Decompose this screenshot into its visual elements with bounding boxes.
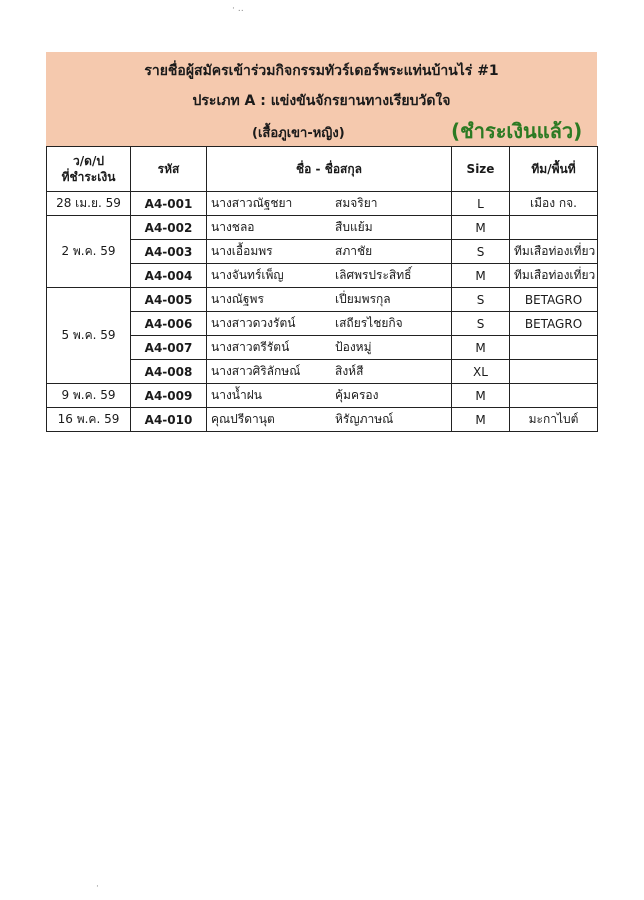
column-header-size: Size <box>452 147 510 192</box>
name-cell <box>207 240 452 264</box>
name-cell <box>207 216 452 240</box>
table-row <box>47 216 598 240</box>
registrant-table <box>46 146 598 432</box>
first-name: นางน้ำฝน <box>211 388 262 402</box>
team-cell: ทีมเสือท่องเที่ยว <box>510 240 598 264</box>
size-cell: S <box>452 312 510 336</box>
team-cell: ทีมเสือท่องเที่ยว <box>510 264 598 288</box>
code-cell: A4-009 <box>131 384 207 408</box>
last-name: เลิศพรประสิทธิ์ <box>335 268 412 282</box>
code-cell: A4-006 <box>131 312 207 336</box>
name-cell <box>207 192 452 216</box>
team-cell <box>510 216 598 240</box>
code-cell: A4-008 <box>131 360 207 384</box>
team-cell: มะกาไบต์ <box>510 408 598 432</box>
date-header-line1: ว/ด/ป <box>73 154 104 168</box>
name-cell <box>207 360 452 384</box>
scan-speck: · ‥ <box>232 4 244 14</box>
team-cell: BETAGRO <box>510 288 598 312</box>
first-name: นางสาวศิริลักษณ์ <box>211 364 301 378</box>
last-name: สืบแย้ม <box>335 220 373 234</box>
size-cell: M <box>452 384 510 408</box>
shirt-type: (เสื้อภูเขา-หญิง) <box>252 126 345 141</box>
name-cell <box>207 312 452 336</box>
code-cell: A4-007 <box>131 336 207 360</box>
first-name: นางสาวณัฐชยา <box>211 196 293 210</box>
team-cell <box>510 384 598 408</box>
last-name: คุ้มครอง <box>335 388 379 402</box>
table-header-row <box>47 147 598 192</box>
size-cell: M <box>452 216 510 240</box>
size-cell: S <box>452 288 510 312</box>
name-cell <box>207 384 452 408</box>
first-name: นางชลอ <box>211 220 255 234</box>
column-header-code: รหัส <box>131 147 207 192</box>
team-cell: BETAGRO <box>510 312 598 336</box>
first-name: นางจันทร์เพ็ญ <box>211 268 284 282</box>
table-row <box>47 384 598 408</box>
code-cell: A4-001 <box>131 192 207 216</box>
table-row <box>47 288 598 312</box>
last-name: ป้องหมู่ <box>335 340 372 354</box>
team-cell: เมือง กจ. <box>510 192 598 216</box>
code-cell: A4-004 <box>131 264 207 288</box>
first-name: นางณัฐพร <box>211 292 264 306</box>
first-name: นางเอื้อมพร <box>211 244 273 258</box>
first-name: นางสาวดวงรัตน์ <box>211 316 296 330</box>
last-name: สมจริยา <box>335 196 378 210</box>
payment-date-cell: 9 พ.ค. 59 <box>47 384 131 408</box>
payment-date-cell: 5 พ.ค. 59 <box>47 288 131 384</box>
code-cell: A4-005 <box>131 288 207 312</box>
size-cell: M <box>452 336 510 360</box>
size-cell: L <box>452 192 510 216</box>
document-header <box>46 52 597 146</box>
payment-date-cell: 2 พ.ค. 59 <box>47 216 131 288</box>
payment-status: (ชำระเงินแล้ว) <box>451 119 583 143</box>
table-body <box>47 192 598 432</box>
first-name: คุณปรีดานุต <box>211 412 275 426</box>
name-cell <box>207 336 452 360</box>
date-header-line2: ที่ชำระเงิน <box>61 170 116 184</box>
category-line: ประเภท A : แข่งขันจักรยานทางเรียบวัดใจ <box>192 93 451 109</box>
team-cell <box>510 360 598 384</box>
name-cell <box>207 288 452 312</box>
column-header-team: ทีม/พื้นที่ <box>510 147 598 192</box>
payment-date-cell: 28 เม.ย. 59 <box>47 192 131 216</box>
name-cell <box>207 264 452 288</box>
scan-speck: · <box>96 882 99 892</box>
last-name: เปี่ยมพรกุล <box>335 292 391 306</box>
code-cell: A4-003 <box>131 240 207 264</box>
last-name: เสถียรไชยกิจ <box>335 316 403 330</box>
document-title: รายชื่อผู้สมัครเข้าร่วมกิจกรรมทัวร์เดอร์พระแท่นบ้านไร่ #1 <box>144 63 499 79</box>
size-cell: S <box>452 240 510 264</box>
column-header-date <box>47 147 131 192</box>
code-cell: A4-010 <box>131 408 207 432</box>
table-row <box>47 408 598 432</box>
size-cell: M <box>452 264 510 288</box>
size-cell: M <box>452 408 510 432</box>
size-cell: XL <box>452 360 510 384</box>
last-name: สิงห์สี <box>335 364 364 378</box>
name-cell <box>207 408 452 432</box>
code-cell: A4-002 <box>131 216 207 240</box>
column-header-name: ชื่อ - ชื่อสกุล <box>207 147 452 192</box>
last-name: หิรัญภาษณ์ <box>335 412 394 426</box>
team-cell <box>510 336 598 360</box>
last-name: สภาชัย <box>335 244 373 258</box>
table-row <box>47 192 598 216</box>
payment-date-cell: 16 พ.ค. 59 <box>47 408 131 432</box>
first-name: นางสาวตรีรัตน์ <box>211 340 290 354</box>
